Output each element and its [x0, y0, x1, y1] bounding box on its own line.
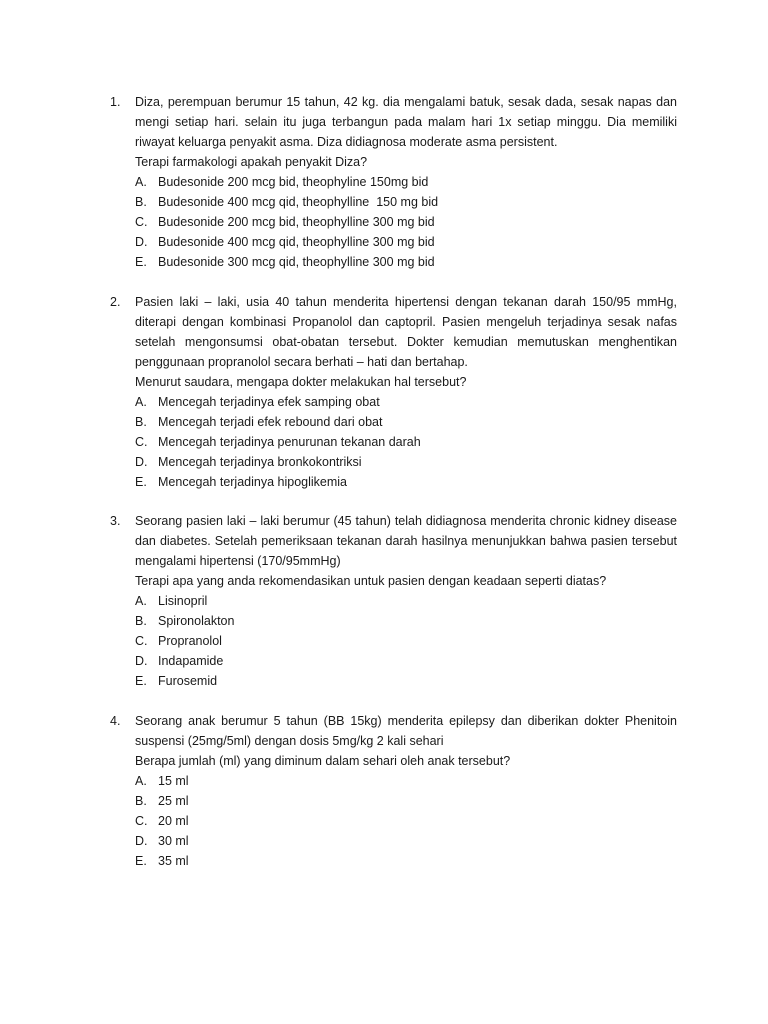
option-text: 15 ml: [158, 774, 189, 788]
answer-option: [135, 611, 677, 631]
option-text: Spironolakton: [158, 614, 235, 628]
answer-option: [135, 212, 677, 232]
option-letter: E.: [135, 475, 147, 489]
option-text: Mencegah terjadi efek rebound dari obat: [158, 415, 383, 429]
answer-option: [135, 192, 677, 212]
question-number: 2.: [110, 295, 121, 309]
option-text: Propranolol: [158, 634, 222, 648]
question-prompt: Terapi apa yang anda rekomendasikan untuk pasien dengan keadaan seperti diatas?: [135, 574, 607, 588]
option-letter: C.: [135, 435, 148, 449]
option-letter: A.: [135, 395, 147, 409]
option-text: Budesonide 400 mcg qid, theophylline 300 mg bid: [158, 235, 435, 249]
option-text: 35 ml: [158, 854, 189, 868]
answer-option: [135, 252, 677, 272]
option-text: Mencegah terjadinya hipoglikemia: [158, 475, 348, 489]
option-letter: D.: [135, 654, 148, 668]
question-number: 3.: [110, 514, 121, 528]
option-letter: A.: [135, 774, 147, 788]
question-stem: Diza, perempuan berumur 15 tahun, 42 kg. dia mengalami batuk, sesak dada, sesak napas dan mengi setiap hari. selain itu juga terbangun pada malam hari 1x setiap minggu. Dia memiliki riwayat keluarga penyakit asma. Diza didiagnosa moderate asma persistent.: [135, 95, 677, 149]
option-text: Mencegah terjadinya penurunan tekanan darah: [158, 435, 421, 449]
option-text: 30 ml: [158, 834, 189, 848]
answer-option: [135, 172, 677, 192]
answer-option: [135, 831, 677, 851]
option-letter: E.: [135, 674, 147, 688]
answer-option: [135, 651, 677, 671]
option-text: 20 ml: [158, 814, 189, 828]
option-letter: A.: [135, 175, 147, 189]
answer-option: [135, 811, 677, 831]
question-3: [110, 511, 677, 691]
question-stem: Pasien laki – laki, usia 40 tahun menderita hipertensi dengan tekanan darah 150/95 mmHg, diterapi dengan kombinasi Propanolol dan captopril. Pasien mengeluh terjadinya sesak nafas setelah mengonsumsi obat-obatan tersebut. Dokter kemudian memutuskan menghentikan penggunaan propranolol secara berhati – hati dan bertahap.: [135, 295, 677, 369]
option-text: Mencegah terjadinya bronkokontriksi: [158, 455, 362, 469]
answer-option: [135, 392, 677, 412]
question-number: 4.: [110, 714, 121, 728]
option-letter: C.: [135, 814, 148, 828]
question-2: [110, 292, 677, 492]
option-letter: D.: [135, 235, 148, 249]
answer-option: [135, 232, 677, 252]
option-text: Budesonide 200 mcg bid, theophylline 300 mg bid: [158, 215, 435, 229]
option-letter: A.: [135, 594, 147, 608]
answer-options: [135, 392, 677, 492]
answer-options: [135, 771, 677, 871]
option-letter: B.: [135, 415, 147, 429]
option-text: Budesonide 200 mcg bid, theophyline 150mg bid: [158, 175, 429, 189]
question-stem: Seorang anak berumur 5 tahun (BB 15kg) menderita epilepsy dan diberikan dokter Phenitoin suspensi (25mg/5ml) dengan dosis 5mg/kg 2 kali sehari: [135, 714, 677, 748]
answer-option: [135, 791, 677, 811]
question-prompt: Menurut saudara, mengapa dokter melakukan hal tersebut?: [135, 375, 467, 389]
option-text: Budesonide 400 mcg qid, theophylline 150 mg bid: [158, 195, 439, 209]
option-text: Budesonide 300 mcg qid, theophylline 300 mg bid: [158, 255, 435, 269]
option-letter: E.: [135, 854, 147, 868]
answer-option: [135, 432, 677, 452]
answer-option: [135, 631, 677, 651]
question-prompt: Terapi farmakologi apakah penyakit Diza?: [135, 155, 368, 169]
option-letter: D.: [135, 455, 148, 469]
answer-options: [135, 591, 677, 691]
option-text: Lisinopril: [158, 594, 208, 608]
option-text: Mencegah terjadinya efek samping obat: [158, 395, 380, 409]
answer-options: [135, 172, 677, 272]
option-letter: B.: [135, 195, 147, 209]
answer-option: [135, 851, 677, 871]
option-text: Indapamide: [158, 654, 224, 668]
question-prompt: Berapa jumlah (ml) yang diminum dalam sehari oleh anak tersebut?: [135, 754, 511, 768]
question-1: [110, 92, 677, 272]
option-text: Furosemid: [158, 674, 218, 688]
option-letter: C.: [135, 634, 148, 648]
answer-option: [135, 412, 677, 432]
option-letter: D.: [135, 834, 148, 848]
answer-option: [135, 771, 677, 791]
option-letter: B.: [135, 614, 147, 628]
option-letter: E.: [135, 255, 147, 269]
question-stem: Seorang pasien laki – laki berumur (45 tahun) telah didiagnosa menderita chronic kidney disease dan diabetes. Setelah pemeriksaan tekanan darah hasilnya menunjukkan bahwa pasien tersebut mengalami hipertensi (170/95mmHg): [135, 514, 677, 568]
option-text: 25 ml: [158, 794, 189, 808]
option-letter: C.: [135, 215, 148, 229]
question-number: 1.: [110, 95, 121, 109]
option-letter: B.: [135, 794, 147, 808]
answer-option: [135, 472, 677, 492]
answer-option: [135, 671, 677, 691]
answer-option: [135, 591, 677, 611]
question-4: [110, 711, 677, 871]
answer-option: [135, 452, 677, 472]
